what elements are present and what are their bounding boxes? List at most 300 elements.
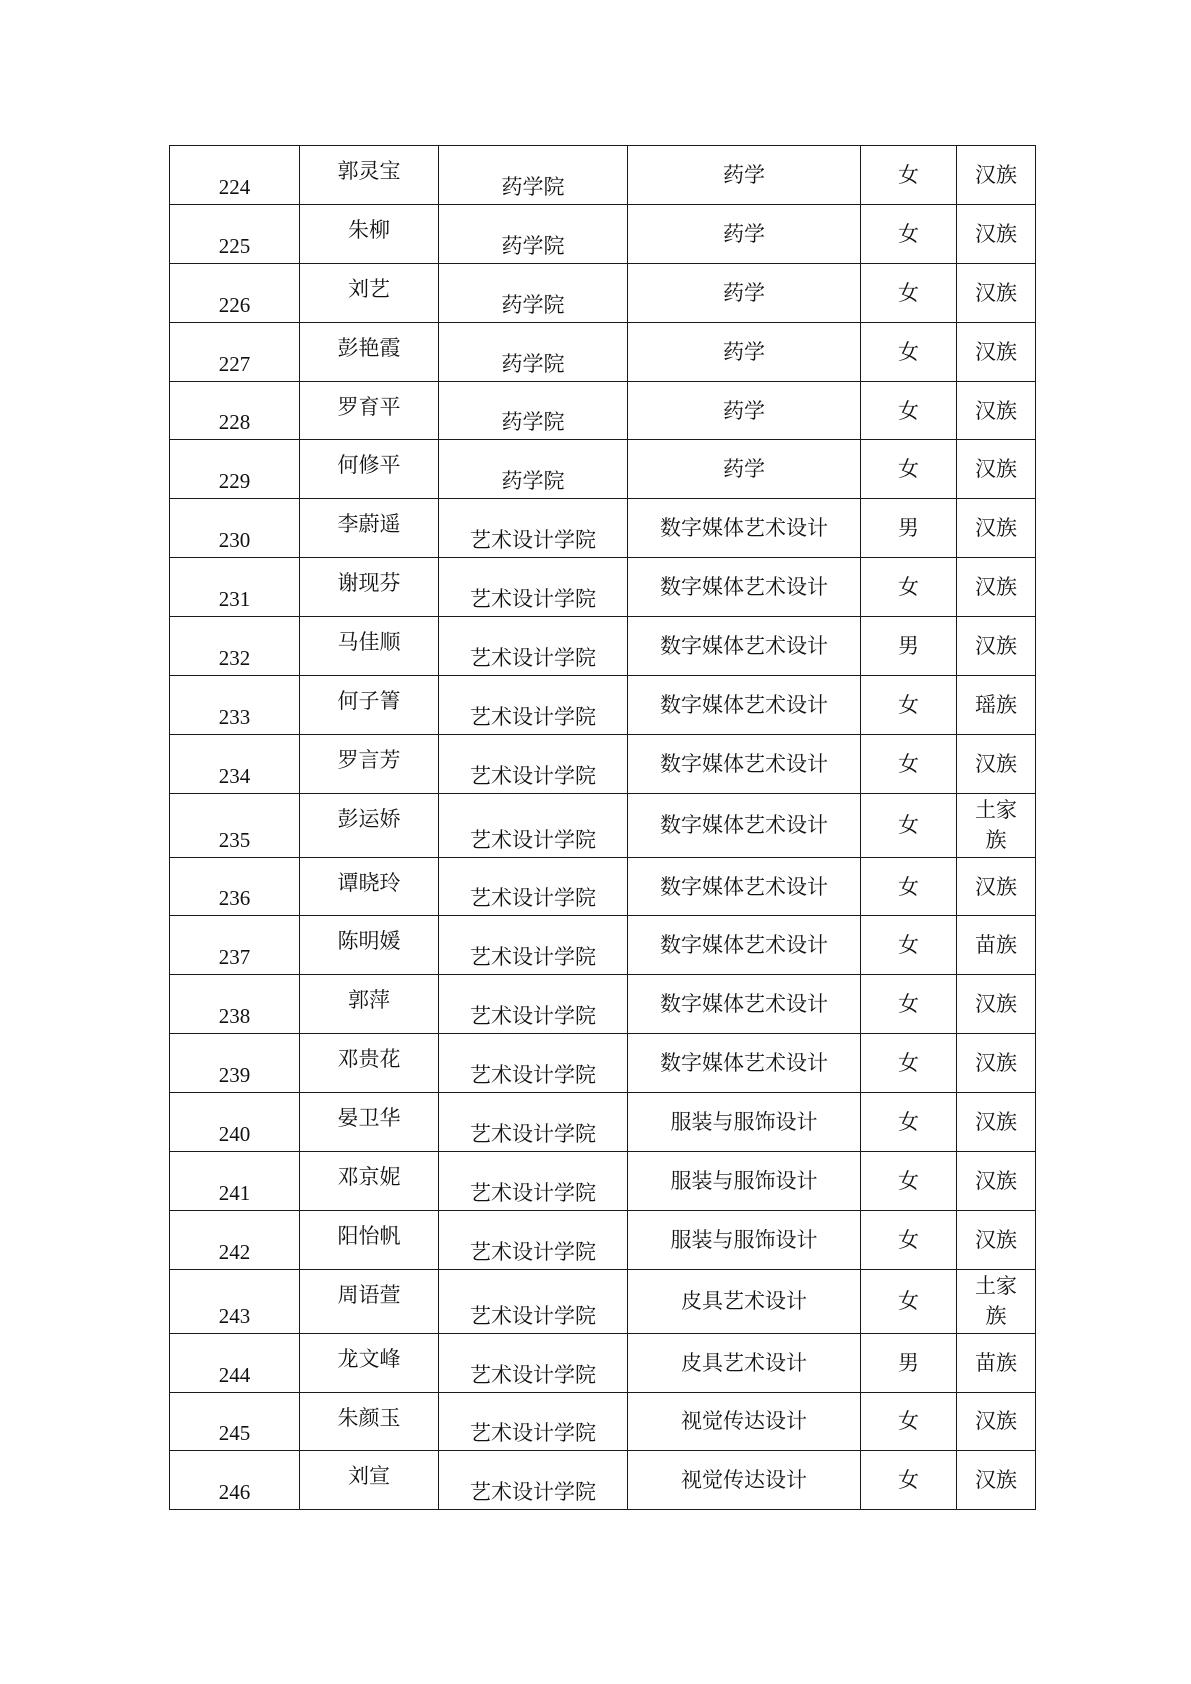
- ethnicity-cell: [957, 1034, 1036, 1093]
- sex-cell: [861, 1093, 957, 1152]
- ethnicity: 汉族: [975, 1468, 1017, 1493]
- sex: 男: [898, 634, 919, 659]
- row-number: 224: [218, 174, 251, 199]
- major-cell: [628, 1210, 861, 1269]
- table-row: [170, 1210, 1036, 1269]
- row-number-cell: [170, 1269, 300, 1333]
- sex-cell: [861, 1210, 957, 1269]
- sex: 女: [898, 1110, 919, 1135]
- student-name-cell: [300, 1152, 439, 1211]
- student-name-cell: [300, 1034, 439, 1093]
- row-number-cell: [170, 857, 300, 916]
- college-cell: [439, 146, 628, 205]
- major: 数字媒体艺术设计: [660, 575, 828, 600]
- college: 艺术设计学院: [470, 827, 596, 852]
- student-name: 马佳顺: [337, 630, 401, 655]
- student-name: 罗言芳: [337, 747, 401, 772]
- table-row: [170, 1451, 1036, 1510]
- student-name: 邓贵花: [337, 1047, 401, 1072]
- sex: 女: [898, 1168, 919, 1193]
- student-name-cell: [300, 558, 439, 617]
- sex: 男: [898, 516, 919, 541]
- sex-cell: [861, 204, 957, 263]
- table-row: [170, 146, 1036, 205]
- ethnicity: 汉族: [975, 280, 1017, 305]
- row-number-cell: [170, 1210, 300, 1269]
- sex-cell: [861, 263, 957, 322]
- table-row: [170, 263, 1036, 322]
- table-row: [170, 617, 1036, 676]
- sex-cell: [861, 975, 957, 1034]
- major-cell: [628, 558, 861, 617]
- college: 艺术设计学院: [470, 945, 596, 970]
- major: 服装与服饰设计: [670, 1168, 818, 1193]
- college-cell: [439, 263, 628, 322]
- major-cell: [628, 1093, 861, 1152]
- row-number-cell: [170, 440, 300, 499]
- ethnicity: 汉族: [975, 634, 1017, 659]
- sex: 女: [898, 874, 919, 899]
- row-number-cell: [170, 1451, 300, 1510]
- major-cell: [628, 975, 861, 1034]
- ethnicity: 苗族: [975, 1350, 1017, 1375]
- ethnicity: 苗族: [975, 933, 1017, 958]
- major: 数字媒体艺术设计: [660, 692, 828, 717]
- college-cell: [439, 204, 628, 263]
- sex-cell: [861, 499, 957, 558]
- ethnicity-cell: [957, 381, 1036, 440]
- major: 皮具艺术设计: [681, 1350, 807, 1375]
- row-number-cell: [170, 975, 300, 1034]
- college: 艺术设计学院: [470, 1303, 596, 1328]
- student-name: 晏卫华: [337, 1106, 401, 1131]
- sex-cell: [861, 146, 957, 205]
- sex: 女: [898, 457, 919, 482]
- row-number: 243: [218, 1303, 251, 1328]
- table-row: [170, 1392, 1036, 1451]
- college: 艺术设计学院: [470, 1180, 596, 1205]
- student-name-cell: [300, 440, 439, 499]
- sex-cell: [861, 1333, 957, 1392]
- row-number-cell: [170, 146, 300, 205]
- row-number: 246: [218, 1480, 251, 1505]
- major: 药学: [723, 280, 765, 305]
- table-row: [170, 1093, 1036, 1152]
- table-row: [170, 381, 1036, 440]
- ethnicity-cell: [957, 916, 1036, 975]
- table-row: [170, 499, 1036, 558]
- sex: 女: [898, 751, 919, 776]
- ethnicity: 汉族: [975, 221, 1017, 246]
- college: 艺术设计学院: [470, 1004, 596, 1029]
- row-number: 226: [218, 292, 251, 317]
- student-name: 彭艳霞: [337, 335, 401, 360]
- sex-cell: [861, 857, 957, 916]
- college-cell: [439, 1093, 628, 1152]
- table-row: [170, 1034, 1036, 1093]
- major: 数字媒体艺术设计: [660, 634, 828, 659]
- roster-body: [170, 146, 1036, 1510]
- ethnicity: 汉族: [975, 516, 1017, 541]
- student-name-cell: [300, 793, 439, 857]
- major: 数字媒体艺术设计: [660, 751, 828, 776]
- student-name-cell: [300, 617, 439, 676]
- college: 艺术设计学院: [470, 1362, 596, 1387]
- student-name-cell: [300, 1210, 439, 1269]
- table-row: [170, 916, 1036, 975]
- major: 数字媒体艺术设计: [660, 813, 828, 838]
- major-cell: [628, 1451, 861, 1510]
- major-cell: [628, 617, 861, 676]
- college: 艺术设计学院: [470, 1122, 596, 1147]
- row-number: 236: [218, 886, 251, 911]
- college: 艺术设计学院: [470, 1239, 596, 1264]
- major: 数字媒体艺术设计: [660, 933, 828, 958]
- row-number: 227: [218, 351, 251, 376]
- major: 数字媒体艺术设计: [660, 874, 828, 899]
- college: 艺术设计学院: [470, 1480, 596, 1505]
- ethnicity-cell: [957, 204, 1036, 263]
- ethnicity: 瑶族: [975, 692, 1017, 717]
- ethnicity: 汉族: [975, 1409, 1017, 1434]
- college-cell: [439, 617, 628, 676]
- major-cell: [628, 146, 861, 205]
- sex: 女: [898, 280, 919, 305]
- student-name-cell: [300, 263, 439, 322]
- sex-cell: [861, 734, 957, 793]
- college-cell: [439, 1392, 628, 1451]
- ethnicity-cell: [957, 734, 1036, 793]
- college: 艺术设计学院: [470, 763, 596, 788]
- major-cell: [628, 1269, 861, 1333]
- table-row: [170, 440, 1036, 499]
- sex: 女: [898, 1468, 919, 1493]
- row-number-cell: [170, 1093, 300, 1152]
- row-number-cell: [170, 1152, 300, 1211]
- ethnicity: 汉族: [975, 398, 1017, 423]
- college-cell: [439, 558, 628, 617]
- row-number: 228: [218, 410, 251, 435]
- sex: 女: [898, 221, 919, 246]
- ethnicity-cell: [957, 793, 1036, 857]
- major: 服装与服饰设计: [670, 1227, 818, 1252]
- student-name-cell: [300, 1333, 439, 1392]
- ethnicity-cell: [957, 558, 1036, 617]
- major: 药学: [723, 457, 765, 482]
- row-number-cell: [170, 1333, 300, 1392]
- major-cell: [628, 204, 861, 263]
- major: 数字媒体艺术设计: [660, 1051, 828, 1076]
- major-cell: [628, 499, 861, 558]
- ethnicity: 汉族: [975, 992, 1017, 1017]
- student-name-cell: [300, 1451, 439, 1510]
- sex-cell: [861, 1451, 957, 1510]
- student-name: 刘艺: [348, 276, 390, 301]
- sex-cell: [861, 916, 957, 975]
- student-name: 何修平: [337, 453, 401, 478]
- sex-cell: [861, 1034, 957, 1093]
- student-name-cell: [300, 1093, 439, 1152]
- ethnicity-cell: [957, 1333, 1036, 1392]
- table-row: [170, 734, 1036, 793]
- college: 艺术设计学院: [470, 587, 596, 612]
- sex-cell: [861, 793, 957, 857]
- student-name-cell: [300, 916, 439, 975]
- college-cell: [439, 1152, 628, 1211]
- row-number: 238: [218, 1004, 251, 1029]
- major-cell: [628, 857, 861, 916]
- student-name: 刘宣: [348, 1464, 390, 1489]
- table-row: [170, 1269, 1036, 1333]
- row-number-cell: [170, 558, 300, 617]
- ethnicity-cell: [957, 440, 1036, 499]
- major-cell: [628, 916, 861, 975]
- row-number: 225: [218, 233, 251, 258]
- row-number: 230: [218, 528, 251, 553]
- college-cell: [439, 676, 628, 735]
- sex-cell: [861, 440, 957, 499]
- ethnicity: 汉族: [975, 874, 1017, 899]
- college: 药学院: [501, 233, 565, 258]
- table-row: [170, 676, 1036, 735]
- student-name-cell: [300, 676, 439, 735]
- major: 药学: [723, 339, 765, 364]
- major-cell: [628, 734, 861, 793]
- major-cell: [628, 1333, 861, 1392]
- college-cell: [439, 793, 628, 857]
- ethnicity: 汉族: [975, 751, 1017, 776]
- ethnicity-cell: [957, 857, 1036, 916]
- ethnicity: 汉族: [975, 1168, 1017, 1193]
- ethnicity: 汉族: [975, 1051, 1017, 1076]
- row-number: 245: [218, 1421, 251, 1446]
- major-cell: [628, 322, 861, 381]
- college-cell: [439, 440, 628, 499]
- college: 艺术设计学院: [470, 704, 596, 729]
- row-number: 229: [218, 469, 251, 494]
- college-cell: [439, 1210, 628, 1269]
- sex: 女: [898, 1051, 919, 1076]
- major: 药学: [723, 162, 765, 187]
- ethnicity: 汉族: [975, 1227, 1017, 1252]
- major: 皮具艺术设计: [681, 1289, 807, 1314]
- ethnicity-cell: [957, 1152, 1036, 1211]
- row-number: 240: [218, 1122, 251, 1147]
- college: 艺术设计学院: [470, 528, 596, 553]
- college: 药学院: [501, 174, 565, 199]
- table-row: [170, 1333, 1036, 1392]
- table-row: [170, 975, 1036, 1034]
- sex-cell: [861, 1392, 957, 1451]
- college: 药学院: [501, 351, 565, 376]
- row-number-cell: [170, 793, 300, 857]
- table-row: [170, 558, 1036, 617]
- major-cell: [628, 381, 861, 440]
- major-cell: [628, 1392, 861, 1451]
- college-cell: [439, 1034, 628, 1093]
- ethnicity-cell: [957, 1451, 1036, 1510]
- row-number: 231: [218, 587, 251, 612]
- sex: 女: [898, 398, 919, 423]
- row-number-cell: [170, 1034, 300, 1093]
- row-number: 239: [218, 1063, 251, 1088]
- sex: 女: [898, 933, 919, 958]
- major-cell: [628, 263, 861, 322]
- college-cell: [439, 857, 628, 916]
- student-name: 罗育平: [337, 394, 401, 419]
- student-name-cell: [300, 857, 439, 916]
- major: 数字媒体艺术设计: [660, 516, 828, 541]
- row-number: 235: [218, 827, 251, 852]
- major-cell: [628, 793, 861, 857]
- sex-cell: [861, 1152, 957, 1211]
- student-name-cell: [300, 204, 439, 263]
- major-cell: [628, 1152, 861, 1211]
- student-name: 谭晓玲: [337, 870, 401, 895]
- sex: 女: [898, 1289, 919, 1314]
- student-name-cell: [300, 975, 439, 1034]
- student-name: 邓京妮: [337, 1165, 401, 1190]
- student-name-cell: [300, 146, 439, 205]
- ethnicity-cell: [957, 499, 1036, 558]
- college-cell: [439, 975, 628, 1034]
- sex: 女: [898, 692, 919, 717]
- student-name: 周语萱: [337, 1282, 401, 1307]
- row-number: 234: [218, 763, 251, 788]
- student-name: 陈明媛: [337, 929, 401, 954]
- college-cell: [439, 322, 628, 381]
- student-name: 阳怡帆: [337, 1223, 401, 1248]
- college: 艺术设计学院: [470, 646, 596, 671]
- row-number: 241: [218, 1180, 251, 1205]
- student-name-cell: [300, 499, 439, 558]
- table-row: [170, 1152, 1036, 1211]
- sex: 女: [898, 1227, 919, 1252]
- major-cell: [628, 676, 861, 735]
- ethnicity: 汉族: [975, 457, 1017, 482]
- row-number: 244: [218, 1362, 251, 1387]
- ethnicity-cell: [957, 975, 1036, 1034]
- ethnicity: 汉族: [975, 339, 1017, 364]
- ethnicity: 汉族: [975, 162, 1017, 187]
- sex: 女: [898, 992, 919, 1017]
- student-name-cell: [300, 734, 439, 793]
- sex-cell: [861, 558, 957, 617]
- ethnicity: 汉族: [975, 575, 1017, 600]
- ethnicity: 土家族: [975, 1274, 1017, 1329]
- sex: 女: [898, 162, 919, 187]
- college-cell: [439, 499, 628, 558]
- row-number-cell: [170, 734, 300, 793]
- sex: 男: [898, 1350, 919, 1375]
- college-cell: [439, 1269, 628, 1333]
- sex-cell: [861, 676, 957, 735]
- ethnicity-cell: [957, 676, 1036, 735]
- major-cell: [628, 1034, 861, 1093]
- row-number-cell: [170, 263, 300, 322]
- student-name-cell: [300, 381, 439, 440]
- college-cell: [439, 1333, 628, 1392]
- college: 药学院: [501, 469, 565, 494]
- ethnicity: 汉族: [975, 1110, 1017, 1135]
- ethnicity-cell: [957, 322, 1036, 381]
- row-number-cell: [170, 381, 300, 440]
- college-cell: [439, 734, 628, 793]
- ethnicity: 土家族: [975, 798, 1017, 853]
- student-name: 龙文峰: [337, 1346, 401, 1371]
- student-name: 彭运娇: [337, 806, 401, 831]
- sex: 女: [898, 339, 919, 364]
- ethnicity-cell: [957, 1392, 1036, 1451]
- row-number-cell: [170, 617, 300, 676]
- student-name: 何子箐: [337, 689, 401, 714]
- sex-cell: [861, 322, 957, 381]
- ethnicity-cell: [957, 617, 1036, 676]
- student-name: 朱颜玉: [337, 1405, 401, 1430]
- major: 视觉传达设计: [681, 1409, 807, 1434]
- row-number: 237: [218, 945, 251, 970]
- row-number: 242: [218, 1239, 251, 1264]
- student-name-cell: [300, 1269, 439, 1333]
- ethnicity-cell: [957, 1210, 1036, 1269]
- table-row: [170, 204, 1036, 263]
- student-name-cell: [300, 1392, 439, 1451]
- college: 药学院: [501, 410, 565, 435]
- row-number-cell: [170, 916, 300, 975]
- student-name-cell: [300, 322, 439, 381]
- sex-cell: [861, 1269, 957, 1333]
- sex: 女: [898, 813, 919, 838]
- college-cell: [439, 1451, 628, 1510]
- table-row: [170, 322, 1036, 381]
- ethnicity-cell: [957, 1093, 1036, 1152]
- student-name: 李蔚遥: [337, 512, 401, 537]
- major: 服装与服饰设计: [670, 1110, 818, 1135]
- sex-cell: [861, 381, 957, 440]
- college-cell: [439, 381, 628, 440]
- sex: 女: [898, 575, 919, 600]
- row-number-cell: [170, 322, 300, 381]
- college: 艺术设计学院: [470, 1421, 596, 1446]
- student-roster-table: [169, 145, 1036, 1510]
- row-number: 233: [218, 704, 251, 729]
- student-name: 郭灵宝: [337, 159, 401, 183]
- table-row: [170, 793, 1036, 857]
- major: 数字媒体艺术设计: [660, 992, 828, 1017]
- ethnicity-cell: [957, 1269, 1036, 1333]
- row-number-cell: [170, 1392, 300, 1451]
- row-number-cell: [170, 676, 300, 735]
- college-cell: [439, 916, 628, 975]
- sex: 女: [898, 1409, 919, 1434]
- row-number-cell: [170, 499, 300, 558]
- student-name: 朱柳: [348, 217, 390, 242]
- college: 艺术设计学院: [470, 886, 596, 911]
- major: 视觉传达设计: [681, 1468, 807, 1493]
- ethnicity-cell: [957, 146, 1036, 205]
- major: 药学: [723, 221, 765, 246]
- college: 艺术设计学院: [470, 1063, 596, 1088]
- ethnicity-cell: [957, 263, 1036, 322]
- row-number: 232: [218, 646, 251, 671]
- student-name: 郭萍: [348, 988, 390, 1013]
- sex-cell: [861, 617, 957, 676]
- student-name: 谢现芬: [337, 571, 401, 596]
- row-number-cell: [170, 204, 300, 263]
- college: 药学院: [501, 292, 565, 317]
- table-row: [170, 857, 1036, 916]
- major: 药学: [723, 398, 765, 423]
